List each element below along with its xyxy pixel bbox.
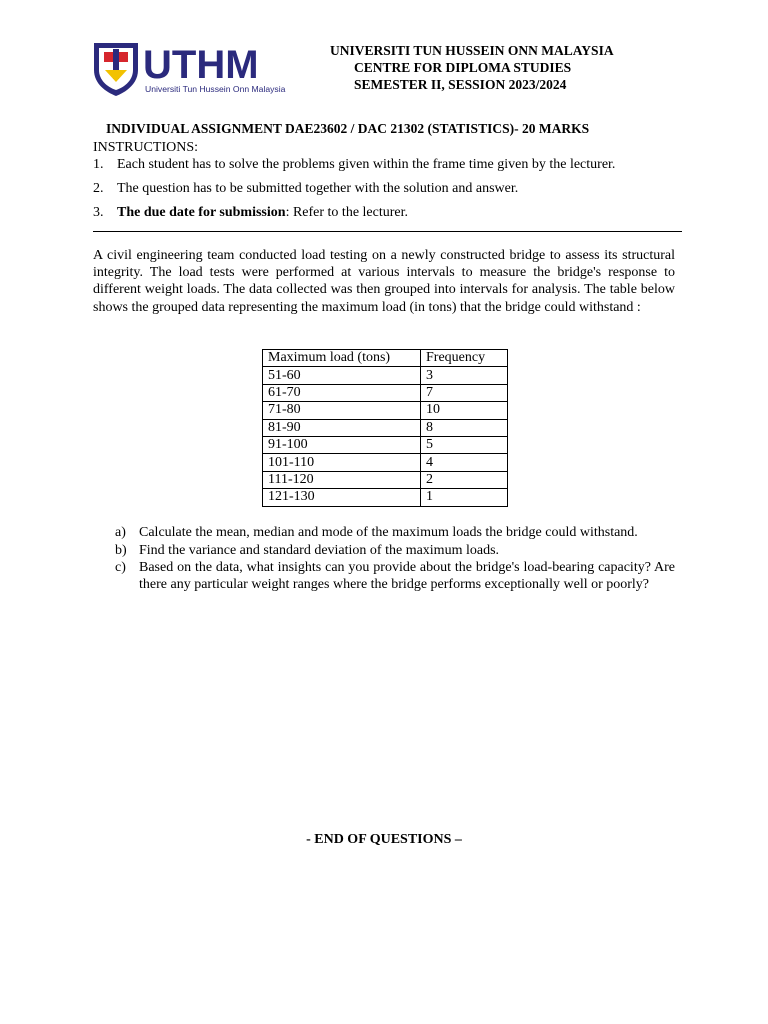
frequency-table [262,349,508,507]
divider [93,231,682,232]
uthm-logo [92,40,298,98]
table-row [263,367,508,384]
table-row [263,454,508,471]
question-item: a) Calculate the mean, median and mode of the maximum loads the bridge could withstand. [115,525,638,540]
load-range-cell: 121-130 [263,489,421,506]
load-range-cell: 51-60 [263,367,421,384]
problem-statement: A civil engineering team conducted load testing on a newly constructed bridge to assess its structural integrity. The load tests were performed at various intervals to measure the bridge's response to different weight loads. The data collected was then grouped into intervals for analysis. The table below shows the grouped data representing the maximum load (in tons) that the bridge could withstand : [93,248,675,315]
load-range-cell: 101-110 [263,454,421,471]
end-of-questions: - END OF QUESTIONS – [306,832,462,847]
instructions-heading: INSTRUCTIONS: [93,140,199,155]
centre-name: CENTRE FOR DIPLOMA STUDIES [354,60,572,75]
frequency-cell: 10 [421,402,508,419]
table-row [263,489,508,506]
svg-text:Universiti Tun Hussein Onn Mal: Universiti Tun Hussein Onn Malaysia [145,84,286,94]
table-row [263,384,508,401]
instruction-item: 1. Each student has to solve the problems given within the frame time given by the lecturer. [93,157,616,172]
frequency-cell: 7 [421,384,508,401]
question-item: c) Based on the data, what insights can you provide about the bridge's load-bearing capacity? Are there any particular weight ranges where the bridge performs exceptionally well or poorly? [115,560,675,592]
load-range-cell: 61-70 [263,384,421,401]
frequency-cell: 5 [421,436,508,453]
svg-text:UTHM: UTHM [143,43,259,87]
load-range-cell: 71-80 [263,402,421,419]
uthm-crest-icon [92,40,298,98]
table-row [263,419,508,436]
assignment-title: INDIVIDUAL ASSIGNMENT DAE23602 / DAC 21302 (STATISTICS)- 20 MARKS [106,121,590,136]
load-range-cell: 111-120 [263,471,421,488]
table-header-row [263,350,508,367]
questions-list [115,524,675,594]
header-block [320,42,660,93]
instruction-item: 2. The question has to be submitted together with the solution and answer. [93,181,519,196]
frequency-cell: 2 [421,471,508,488]
column-header: Frequency [421,350,508,367]
semester-line: SEMESTER II, SESSION 2023/2024 [354,77,567,92]
table-row [263,402,508,419]
frequency-cell: 8 [421,419,508,436]
university-name: UNIVERSITI TUN HUSSEIN ONN MALAYSIA [330,43,614,58]
load-range-cell: 91-100 [263,436,421,453]
column-header: Maximum load (tons) [263,350,421,367]
frequency-cell: 4 [421,454,508,471]
table-row [263,471,508,488]
table-row [263,436,508,453]
load-range-cell: 81-90 [263,419,421,436]
instruction-item: 3. The due date for submission: Refer to the lecturer. [93,205,409,220]
frequency-cell: 1 [421,489,508,506]
question-item: b) Find the variance and standard deviation of the maximum loads. [115,542,500,558]
frequency-cell: 3 [421,367,508,384]
instructions-list [93,157,693,229]
